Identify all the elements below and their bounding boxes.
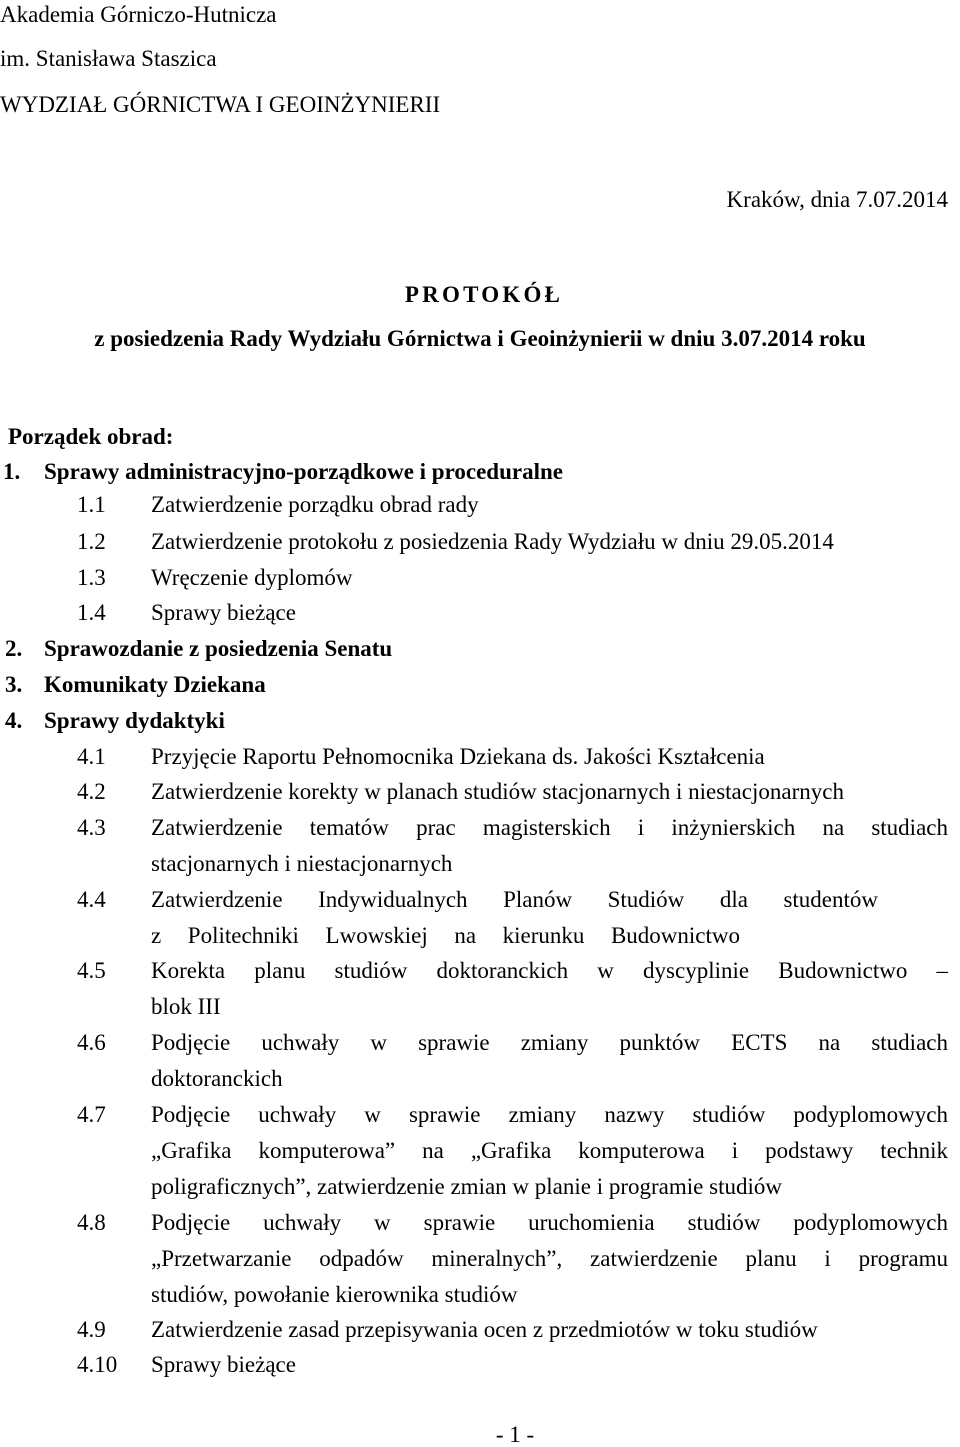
agenda-item-text: Przyjęcie Raportu Pełnomocnika Dziekana ds. Jakości Kształcenia [151, 744, 765, 769]
agenda-item-number: 4.7 [77, 1102, 106, 1127]
agenda-item-text: Podjęcie uchwały w sprawie uruchomienia studiów podyplomowych [151, 1210, 948, 1235]
agenda-item-text: Wręczenie dyplomów [151, 565, 353, 590]
agenda-item-number: 1.3 [77, 565, 106, 590]
agenda-item-text: Zatwierdzenie korekty w planach studiów stacjonarnych i niestacjonarnych [151, 779, 844, 804]
agenda-item-text: Sprawy administracyjno-porządkowe i proceduralne [44, 459, 563, 484]
university-patron: im. Stanisława Staszica [0, 46, 217, 71]
agenda-item-text: Zatwierdzenie zasad przepisywania ocen z przedmiotów w toku studiów [151, 1317, 818, 1342]
agenda-item-text: Zatwierdzenie tematów prac magisterskich i inżynierskich na studiach [151, 815, 948, 840]
agenda-item-number: 1.1 [77, 492, 106, 517]
agenda-item-continuation: „Grafika komputerowa” na „Grafika komputerowa i podstawy technik [151, 1138, 948, 1163]
agenda-item-text: Zatwierdzenie Indywidualnych Planów Studiów dla studentów [151, 887, 878, 912]
agenda-item-text: Sprawozdanie z posiedzenia Senatu [44, 636, 393, 661]
page-number: - 1 - [495, 1422, 535, 1447]
agenda-item-text: Zatwierdzenie porządku obrad rady [151, 492, 479, 517]
agenda-item-number: 1.4 [77, 600, 106, 625]
agenda-item-continuation: blok III [151, 994, 221, 1019]
agenda-item-number: 4.2 [77, 779, 106, 804]
agenda-item-text: Zatwierdzenie protokołu z posiedzenia Rady Wydziału w dniu 29.05.2014 [151, 529, 834, 554]
agenda-item-number: 3. [5, 672, 23, 697]
agenda-item-number: 1. [3, 459, 21, 484]
agenda-item-continuation: doktoranckich [151, 1066, 283, 1091]
agenda-item-continuation: studiów, powołanie kierownika studiów [151, 1282, 518, 1307]
agenda-item-continuation: stacjonarnych i niestacjonarnych [151, 851, 453, 876]
agenda-item-number: 2. [5, 636, 23, 661]
agenda-item-text: Sprawy bieżące [151, 600, 296, 625]
document-title: PROTOKÓŁ [404, 282, 564, 307]
agenda-item-text: Komunikaty Dziekana [44, 672, 266, 697]
agenda-item-number: 1.2 [77, 529, 106, 554]
agenda-item-number: 4.8 [77, 1210, 106, 1235]
faculty-name: WYDZIAŁ GÓRNICTWA I GEOINŻYNIERII [0, 92, 441, 117]
agenda-item-continuation: „Przetwarzanie odpadów mineralnych”, zatwierdzenie planu i programu [151, 1246, 948, 1271]
agenda-item-text: Sprawy bieżące [151, 1352, 296, 1377]
agenda-item-text: Podjęcie uchwały w sprawie zmiany nazwy studiów podyplomowych [151, 1102, 948, 1127]
agenda-item-text: Podjęcie uchwały w sprawie zmiany punktów ECTS na studiach [151, 1030, 948, 1055]
agenda-item-continuation: z Politechniki Lwowskiej na kierunku Budownictwo [151, 923, 740, 948]
agenda-item-text: Sprawy dydaktyki [44, 708, 225, 733]
agenda-item-number: 4.6 [77, 1030, 106, 1055]
agenda-item-number: 4.9 [77, 1317, 106, 1342]
agenda-item-text: Korekta planu studiów doktoranckich w dyscyplinie Budownictwo – [151, 958, 948, 983]
agenda-item-number: 4.5 [77, 958, 106, 983]
agenda-item-number: 4.1 [77, 744, 106, 769]
agenda-item-number: 4. [5, 708, 23, 733]
agenda-item-number: 4.10 [77, 1352, 118, 1377]
university-name: Akademia Górniczo-Hutnicza [0, 2, 277, 27]
agenda-item-number: 4.3 [77, 815, 106, 840]
agenda-item-number: 4.4 [77, 887, 106, 912]
document-subtitle: z posiedzenia Rady Wydziału Górnictwa i Geoinżynierii w dniu 3.07.2014 roku [94, 326, 866, 351]
agenda-item-continuation: poligraficznych”, zatwierdzenie zmian w planie i programie studiów [151, 1174, 782, 1199]
document-date: Kraków, dnia 7.07.2014 [726, 187, 948, 212]
agenda-heading: Porządek obrad: [8, 424, 174, 449]
